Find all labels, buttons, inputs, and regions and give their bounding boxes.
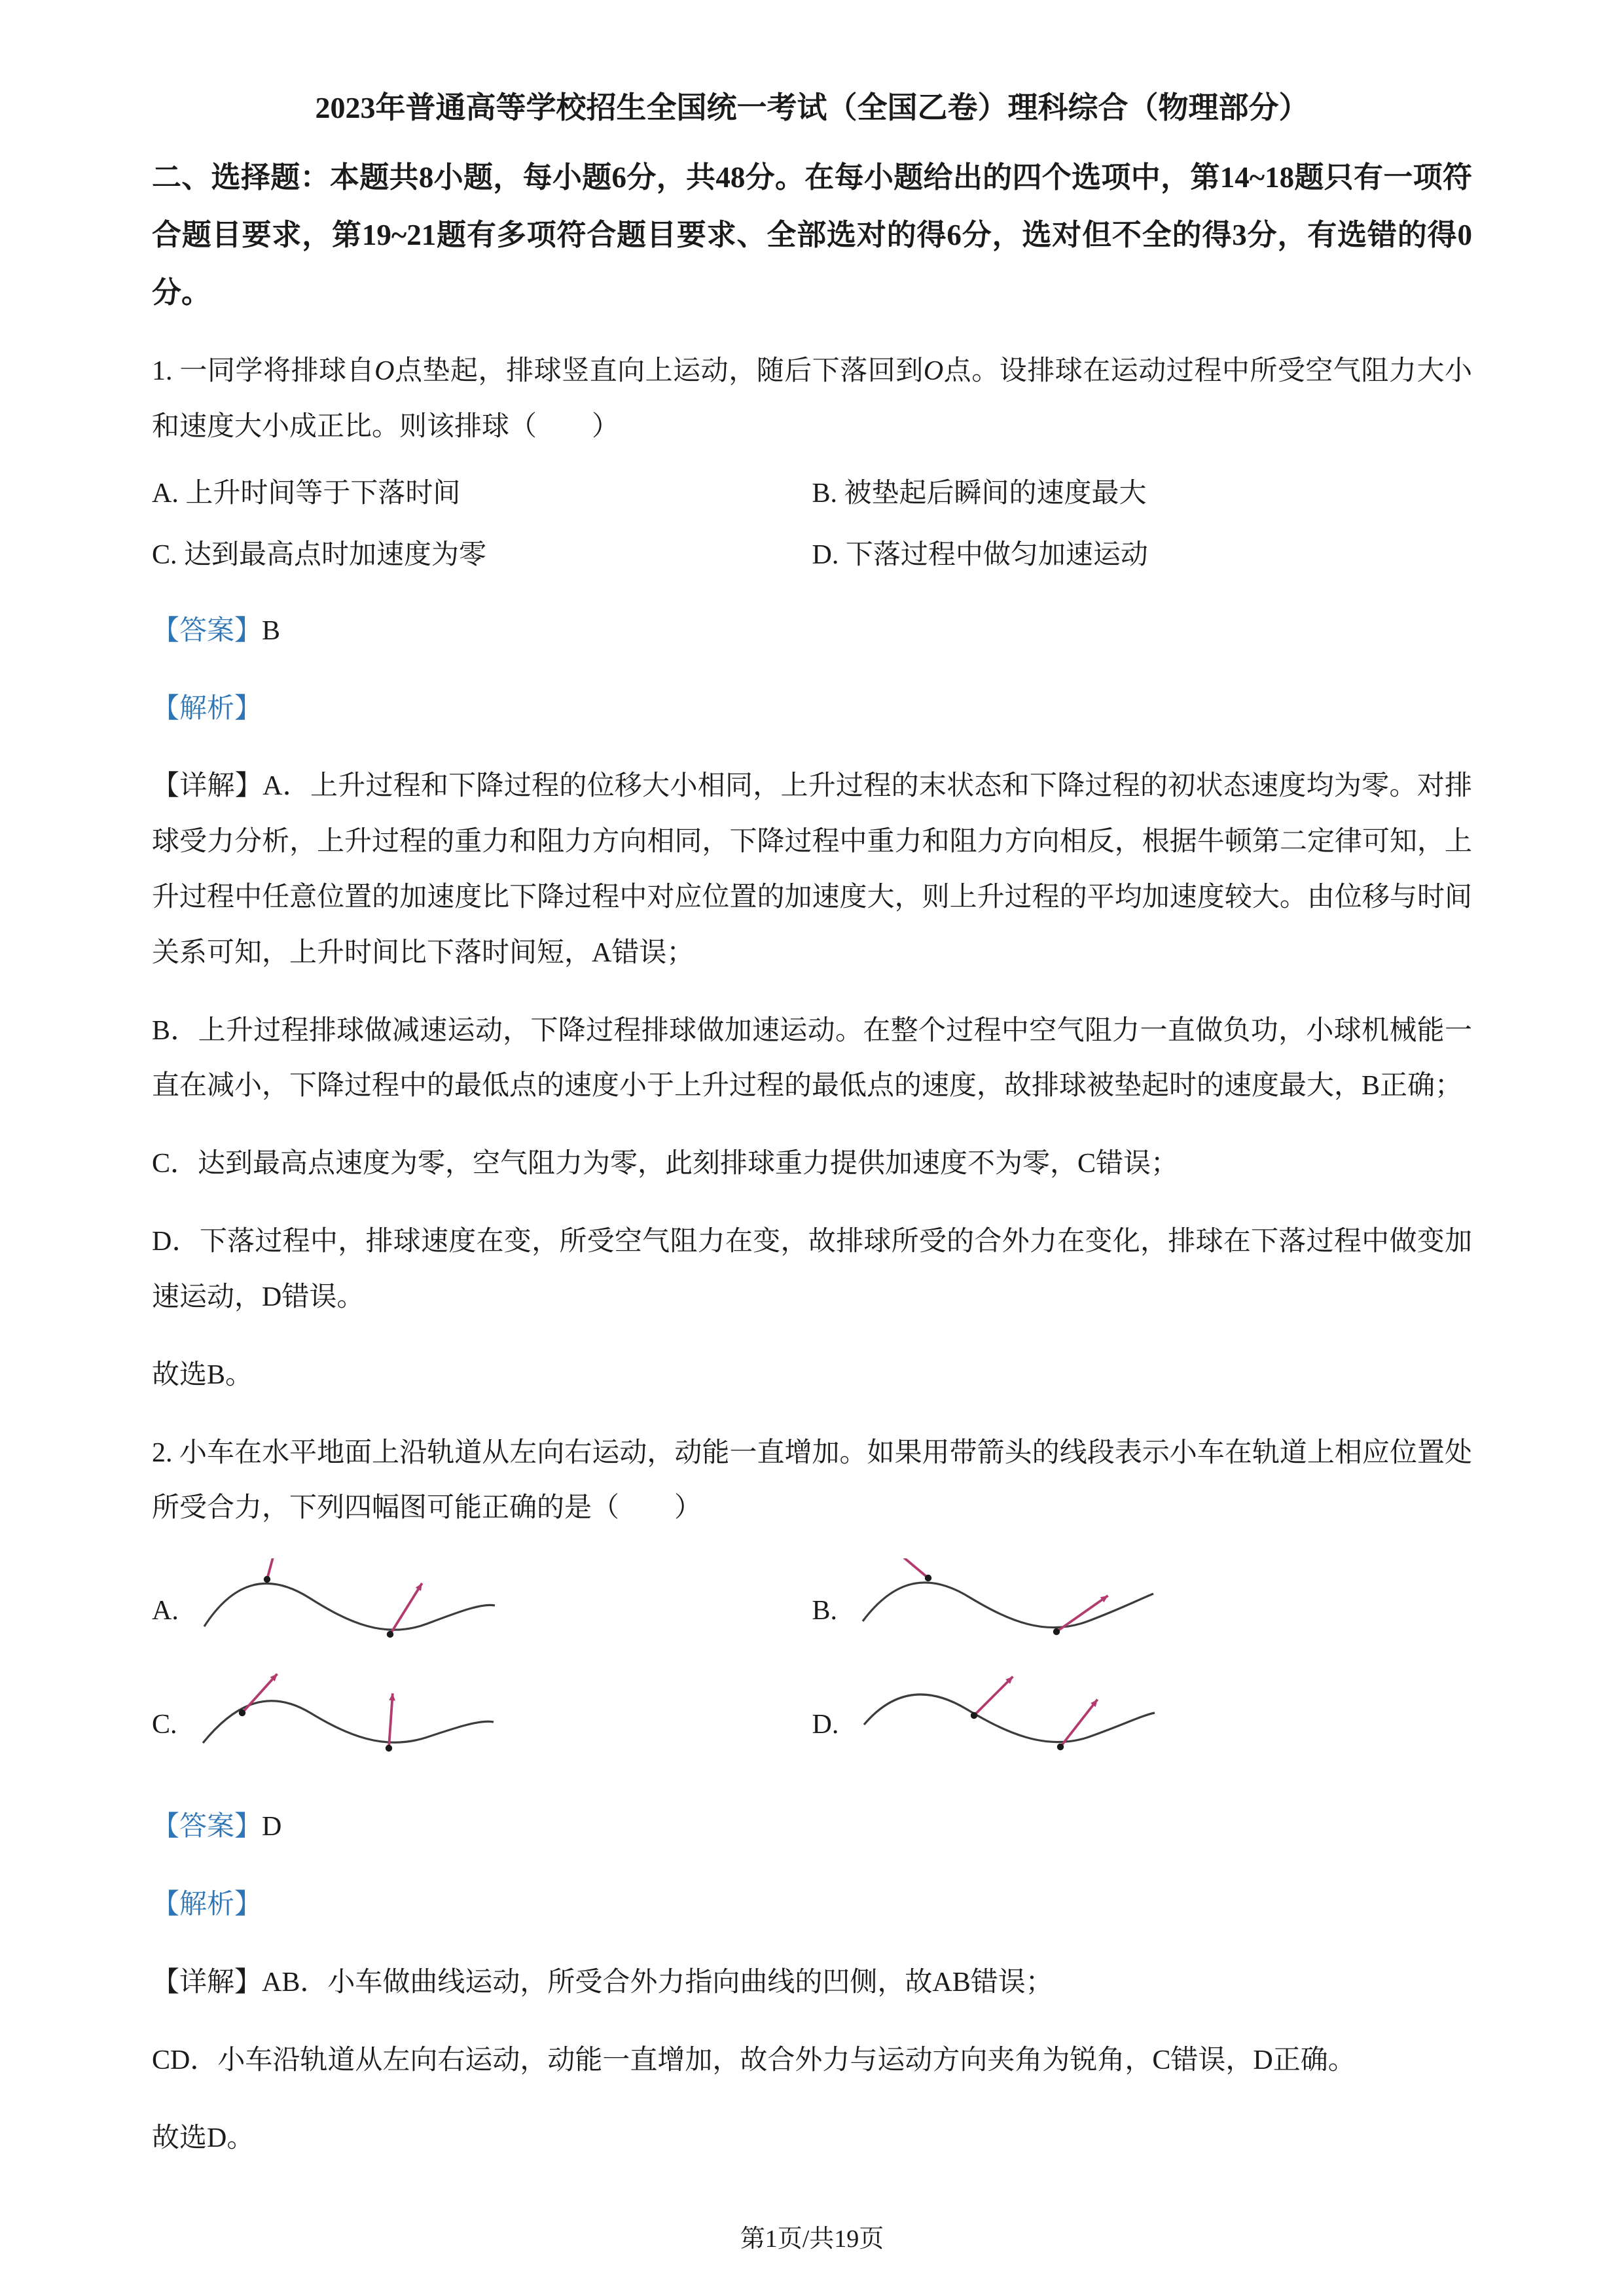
q2-answer-line — [152, 1799, 1472, 1855]
q2-diagram-b-label: B. — [812, 1596, 838, 1626]
q2-diagrams — [152, 1558, 1472, 1777]
q2-diagram-c — [152, 1672, 812, 1777]
detail-tag: 【详解】 — [152, 1967, 262, 1998]
q2-figure-b — [854, 1558, 1162, 1663]
q2-detail-ab — [152, 1955, 1472, 2011]
q1-detail-d: D．下落过程中，排球速度在变，所受空气阻力在变，故排球所受的合外力在变化，排球在下落过程中做变加速运动，D错误。 — [152, 1227, 1472, 1312]
q1-detail-a — [152, 759, 1472, 980]
q1-options — [152, 477, 1472, 572]
q1-option-a: A. 上升时间等于下落时间 — [152, 478, 461, 509]
page-footer: 第1页/共19页 — [740, 2225, 884, 2253]
q2-diagram-d-label: D. — [812, 1710, 839, 1740]
point-o-symbol: O — [374, 356, 395, 387]
page-title: 2023年普通高等学校招生全国统一考试（全国乙卷）理科综合（物理部分） — [315, 91, 1309, 124]
q2-figure-c — [194, 1672, 502, 1777]
analysis-tag: 【解析】 — [152, 693, 262, 724]
answer-tag: 【答案】 — [152, 1812, 262, 1842]
answer-tag: 【答案】 — [152, 615, 262, 646]
q2-diagram-b — [812, 1558, 1473, 1663]
q2-detail-ab-text: AB．小车做曲线运动，所受合外力指向曲线的凹侧，故AB错误； — [262, 1967, 1053, 1998]
q1-option-d: D. 下落过程中做匀加速运动 — [812, 540, 1148, 571]
q1-stem-text: 点。设排球在运动过程中所受空气阻力大小和速度大小成正比。则该排球（ ） — [152, 356, 1472, 442]
q1-detail-c: C．达到最高点速度为零，空气阻力为零，此刻排球重力提供加速度不为零，C错误； — [152, 1149, 1179, 1179]
q1-analysis-line — [152, 681, 1472, 737]
q1-stem — [152, 344, 1472, 455]
q2-diagram-c-label: C. — [152, 1710, 177, 1740]
q1-conclusion: 故选B。 — [152, 1359, 253, 1390]
detail-tag: 【详解】 — [152, 771, 263, 802]
q1-detail-a-text: A．上升过程和下降过程的位移大小相同，上升过程的末状态和下降过程的初状态速度均为零。对排球受力分析，上升过程的重力和阻力方向相同，下降过程中重力和阻力方向相反，根据牛顿第二定律可知，上升过程中任意位置的加速度比下降过程中对应位置的加速度大，则上升过程的平均加速度较大。由位移与时间关系可知，上升时间比下落时间短，A错误； — [152, 771, 1472, 968]
q2-figure-d — [856, 1672, 1163, 1777]
q1-stem-text: 点垫起，排球竖直向上运动，随后下落回到 — [394, 356, 924, 387]
point-o-symbol: O — [923, 356, 944, 387]
q2-analysis-line — [152, 1877, 1472, 1933]
analysis-tag: 【解析】 — [152, 1890, 262, 1920]
q2-diagram-a — [152, 1558, 812, 1663]
q2-diagram-d — [812, 1672, 1473, 1777]
q1-option-b: B. 被垫起后瞬间的速度最大 — [812, 478, 1147, 509]
q1-answer-value: B — [262, 615, 281, 646]
q1-option-c: C. 达到最高点时加速度为零 — [152, 540, 487, 571]
q1-detail-b: B．上升过程排球做减速运动，下降过程排球做加速运动。在整个过程中空气阻力一直做负功，小球机械能一直在减小，下降过程中的最低点的速度小于上升过程的最低点的速度，故排球被垫起时的速度最大，B正确； — [152, 1015, 1472, 1102]
q1-stem-text: 1. 一同学将排球自 — [152, 356, 375, 387]
q2-answer-value: D — [262, 1812, 282, 1842]
q2-conclusion: 故选D。 — [152, 2123, 255, 2153]
q2-figure-a — [196, 1558, 503, 1663]
q2-stem: 2. 小车在水平地面上沿轨道从左向右运动，动能一直增加。如果用带箭头的线段表示小车在轨道上相应位置处所受合力，下列四幅图可能正确的是（ ） — [152, 1437, 1472, 1524]
section-intro: 二、选择题：本题共8小题，每小题6分，共48分。在每小题给出的四个选项中，第14~18题只有一项符合题目要求，第19~21题有多项符合题目要求、全部选对的得6分，选对但不全的得3分，有选错的得0分。 — [152, 161, 1472, 309]
q1-answer-line — [152, 603, 1472, 659]
q2-diagram-a-label: A. — [152, 1596, 179, 1626]
q2-detail-cd: CD．小车沿轨道从左向右运动，动能一直增加，故合外力与运动方向夹角为锐角，C错误，D正确。 — [152, 2045, 1356, 2075]
